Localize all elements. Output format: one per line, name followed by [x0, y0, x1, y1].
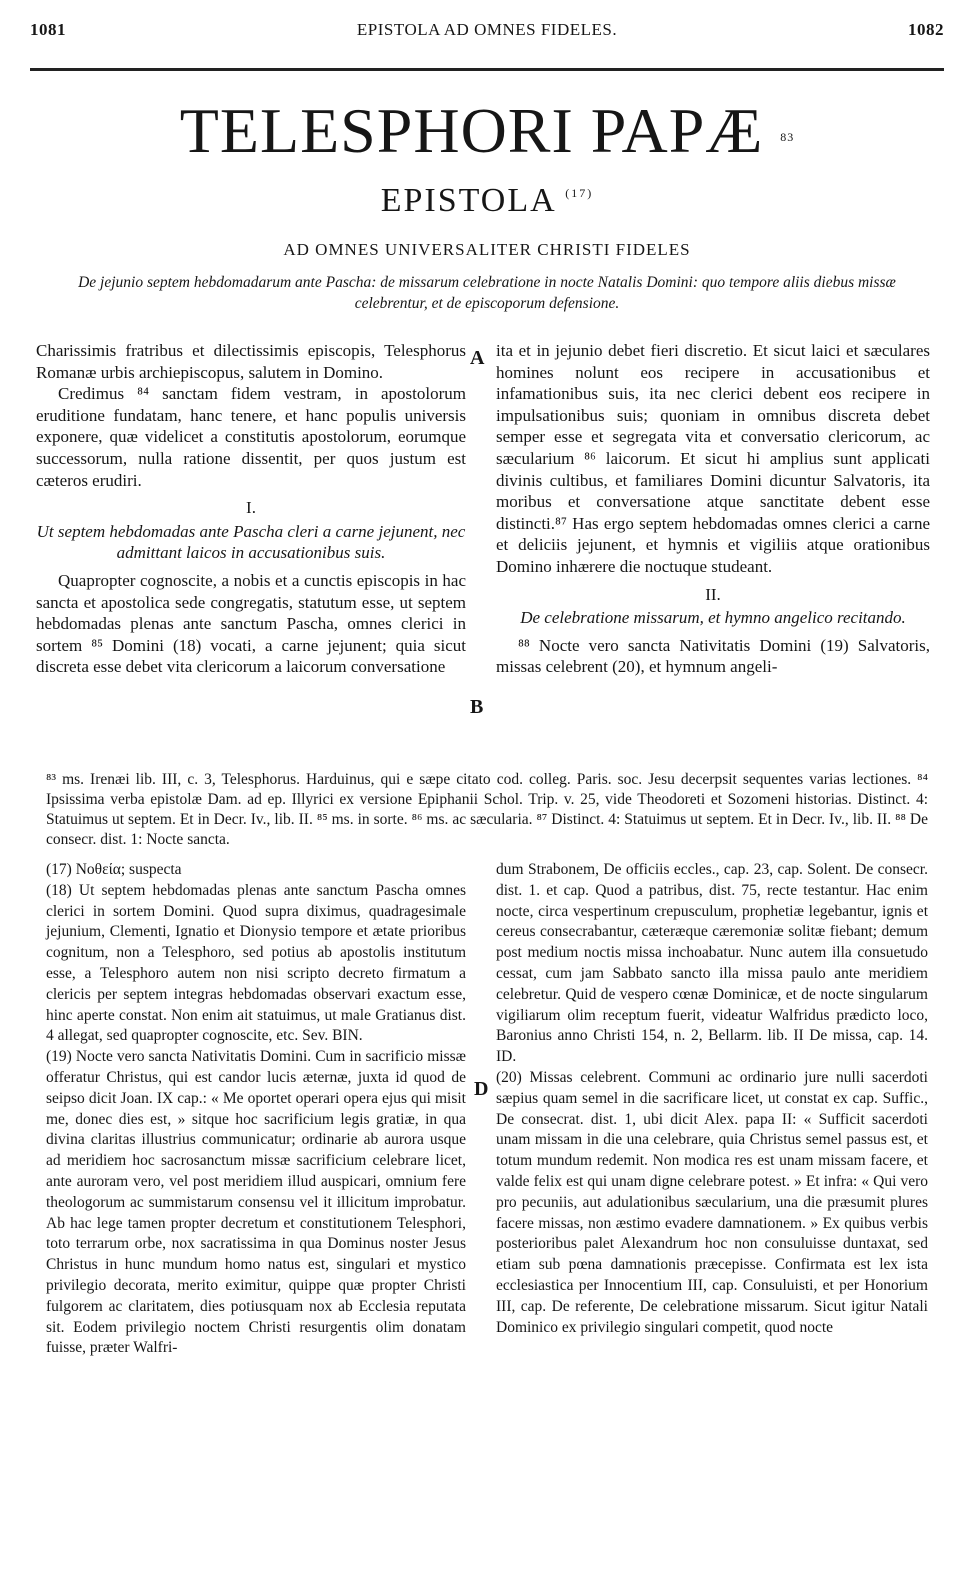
note-18: (18) Ut septem hebdomadas plenas ante sanctum Pascha omnes clerici in sortem Domini. Quod supra diximus, quadragesimale jejunium, Clementi, Ignatio et Dionysio tempore et ætate prioribus cognitum, non a Telesphoro, sed potius ab apostolis institutum esse, a Telesphoro autem non nisi scripto decreto firmatum a clericis per septem integras hebdomadas observari exactum esse, hinc aperte constat. Non enim ait statuimus, ut male Gratianus dist. 4 allegat, sed quapropter cognoscite, etc. Sev. BIN. — [46, 881, 466, 1045]
paragraph-quapropter: Quapropter cognoscite, a nobis et a cunctis episcopis in hac sancta et apostolica sede congregatis, statutum esse, ut septem hebdomadas plenas ante sanctum Pascha, omnes clerici in sortem ⁸⁵ Domini (18) vocati, a carne jejunent; quia sicut discreta esse debet vita clericorum a laicorum conversatione — [36, 570, 466, 677]
address-line: AD OMNES UNIVERSALITER CHRISTI FIDELES — [283, 240, 691, 259]
notes-right-column — [496, 860, 928, 1338]
page-number-left: 1081 — [30, 20, 66, 39]
section-heading-1: Ut septem hebdomadas ante Pascha cleri a carne jejunent, nec admittant laicos in accusationibus suis. — [36, 521, 466, 563]
header-rule — [30, 68, 944, 71]
footnotes: ⁸³ ms. Irenæi lib. III, c. 3, Telesphorus. Harduinus, qui e sæpe citato cod. colleg. Paris. soc. Jesu decerpsit sequentes varias lectiones. ⁸⁴ Ipsissima verba epistolæ Dam. ad ep. Illyrici ex versione Epiphanii Schol. Trip. v. 25, vide Theodoreti et Sozomeni historias. Distinct. 4: Statuimus ut septem. Et in Decr. Iv., lib. II. ⁸⁵ ms. in sorte. ⁸⁶ ms. ac sæcularia. ⁸⁷ Distinct. 4: Statuimus ut septem. Et in Decr. Iv., lib. II. ⁸⁸ De consecr. dist. 1: Nocte sancta. — [46, 771, 928, 848]
note-19: (19) Nocte vero sancta Nativitatis Domini. Cum in sacrificio missæ offeratur Christus, qui est candor lucis æternæ, juxta id quod de seipso dicit Joan. IX cap.: « Me oportet operari opera ejus qui misit me, donec dies est, » sitque hoc sacrificium legis gratiæ, in qua divina claritas illustrius communicatur; ordinarie ab aurora usque ad meridiem hoc sacrosanctum missæ sacrificium celebrare licet, ante auroram vero, vel post meridiem illud auspicari, omnium fere theologorum ac summistarum consensu vel it illicitum improbatur. Ab hac lege tamen propter decretum et constitutionem Telesphori, toto terrarum orbe, nox sacratissima in qua Dominus noster Jesus Christus in hunc mundum homo natus est, singulari et mystico privilegio decorata, merito eximitur, quippe quæ propter Christi fulgorem ac claritatem, dies potiusquam nox ab Ecclesia reputata sit. Eodem privilegio noctem Christi resurgentis olim donatam fuisse, præter Walfri- — [46, 1048, 466, 1357]
marker-d: D — [474, 1078, 489, 1100]
running-header — [30, 16, 944, 46]
left-column — [36, 340, 466, 678]
marker-b: B — [470, 696, 484, 718]
note-17: (17) Νοθεία; suspecta — [46, 861, 182, 878]
subtitle — [0, 182, 974, 220]
note-20: (20) Missas celebrent. Communi ac ordinario jure nulli sacerdoti sæpius quam semel in die sacrificare licet, ut constat ex cap. Suffic., De consecrat. dist. 1, ubi dicit Alex. papa II: « Sufficit sacerdoti unam missam in die una celebrare, quia Christus semel passus est, et totum mundum redemit. Non modica res est unam missam facere, et valde felix est qui unam digne celebrare potest. » Et infra: « Qui vero pro pecuniis, aut adulationibus sæcularium, una die præsumit plures facere missas, non æstimo evadere damnationem. » Ex quibus verbis posterioribus palet Alexandrum hoc non consuluisse duntaxat, sed etiam sub pœna damnationis præcepisse. Confirmata est lex ista ecclesiastica per Innocentium III, cap. Consuluisti, et per Honorium III, cap. De referente, De celebratione missarum. Sicut igitur Natali Dominico ex privilegio singulari competit, quod nocte — [496, 1068, 928, 1336]
section-number-1: I. — [246, 498, 256, 518]
paragraph-nocte: ⁸⁸ Nocte vero sancta Nativitatis Domini (19) Salvatoris, missas celebrent (20), et hymnum angeli- — [496, 635, 930, 677]
notes-left-column — [46, 860, 466, 1359]
running-title: EPISTOLA AD OMNES FIDELES. — [356, 20, 618, 39]
marker-a: A — [470, 347, 485, 369]
subtitle-text: EPISTOLA — [380, 182, 555, 219]
right-column — [496, 340, 930, 678]
salutation: Charissimis fratribus et dilectissimis episcopis, Telesphorus Romanæ urbis archiepiscopus, salutem in Domino. — [36, 341, 466, 382]
paragraph-credimus: Credimus ⁸⁴ sanctam fidem vestram, in apostolorum eruditione fundatam, hanc tenere, et hanc populis universis exponere, quæ videlicet a constitutis apostolorum, eorumque successorum, nulla ratione dissentit, per quos justum est cæteros erudiri. — [36, 384, 466, 490]
title-main-text: TELESPHORI PAPÆ — [179, 95, 764, 166]
section-number-2: II. — [705, 584, 721, 604]
note-19-continued: dum Strabonem, De officiis eccles., cap. 23, cap. Solent. De consecr. dist. 1. et cap. Quod a patribus, dist. 75, recte testantur. Hac enim nocte, circa vespertinum crepusculum, prophetiæ legebantur, ignis et cereus consecrabantur, cæteræque cæremoniæ solitæ fiebant; demum post medium noctis missa inchoabatur. Nunc autem illa consuetudo cessat, cum jam Sabbato sancto illa missa paulo ante meridiem celebretur. Quid de vespero cœnæ Dominicæ, et de nocte singularum vigiliarum olim receptum fuerit, videatur Walfridus prædicto loco, Baronius anno Christi 154, n. 2, Bellarm. lib. II De missa, cap. 14. ID. — [496, 861, 928, 1066]
subtitle-note-ref: (17) — [565, 186, 594, 200]
section-heading-2: De celebratione missarum, et hymno angelico recitando. — [520, 608, 906, 628]
argument-summary: De jejunio septem hebdomadarum ante Pascha: de missarum celebratione in nocte Natalis Domini: quo tempore aliis diebus missæ celebrentur, et de episcoporum defensione. — [78, 274, 896, 312]
paragraph-ita: ita et in jejunio debet fieri discretio. Et sicut laici et sæculares homines nolunt eos recipere in accusationibus et infamationibus suis, ita nec clerici debent eos recipere in impulsationibus suis; quoniam in omnibus discreta debet semper esse et segregata vita et conversatio clericorum, ac sæcularium ⁸⁶ laicorum. Et sicut hi amplius sunt applicati divinis cultibus, et familiares Domini dicuntur Salvatoris, ita moribus et conversatione atque sanctitate debent esse distincti.⁸⁷ Has ergo septem hebdomadas omnes clerici a carne et deliciis jejunent, et hymnis et vigiliis atque orationibus Domino inhærere die noctuque studeant. — [496, 341, 930, 576]
page-title — [0, 96, 974, 166]
title-note-ref: 83 — [780, 130, 795, 144]
page-number-right: 1082 — [908, 20, 944, 39]
